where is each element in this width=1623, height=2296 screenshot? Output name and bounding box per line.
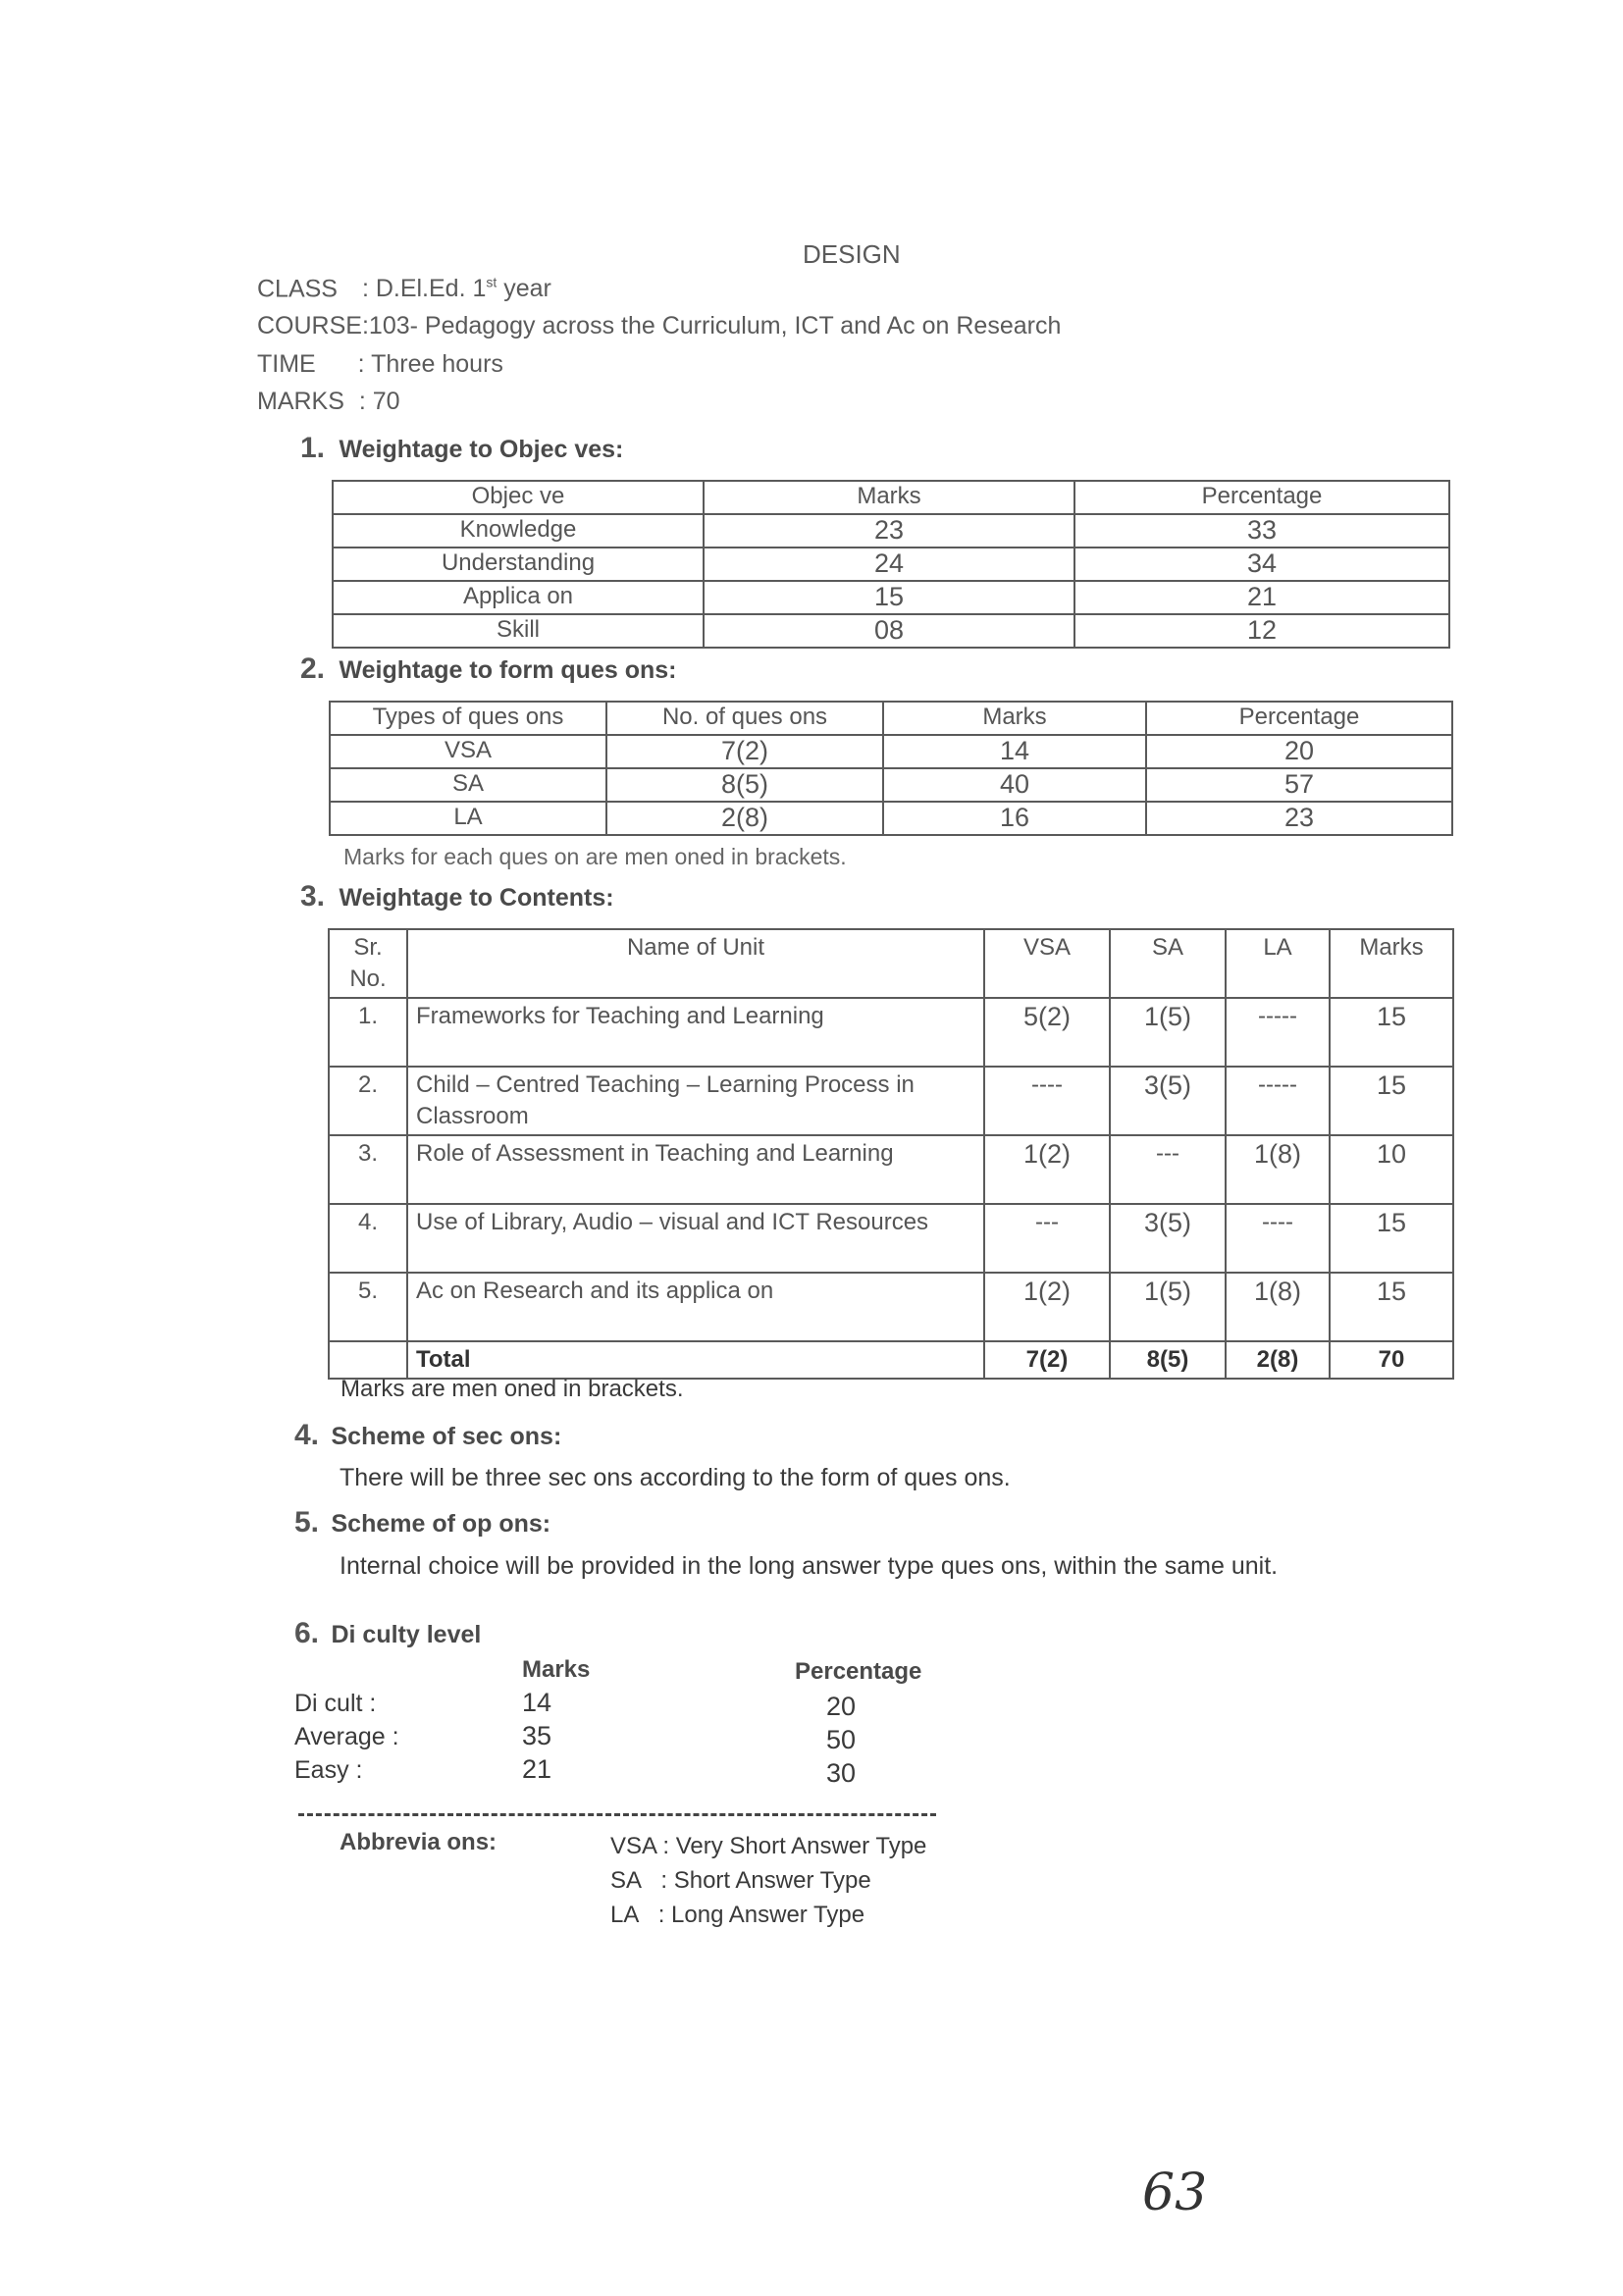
section-title: Scheme of op ons: [331, 1510, 551, 1538]
objective-cell: Knowledge [333, 514, 704, 548]
vsa-cell: 1(2) [984, 1135, 1110, 1204]
marks-value: : 70 [358, 388, 400, 415]
marks-cell: 14 [883, 735, 1146, 768]
marks-cell: 15 [1330, 998, 1453, 1067]
objective-cell: Skill [333, 614, 704, 648]
question-forms-table [329, 701, 1453, 836]
section-3-heading [300, 880, 614, 913]
abbreviation-item [610, 1833, 926, 1860]
difficulty-percentage: 50 [826, 1725, 857, 1754]
count-cell: 8(5) [606, 768, 883, 802]
section-5-text: Internal choice will be provided in the long answer type ques ons, within the same unit. [340, 1552, 1279, 1580]
marks-cell: 10 [1330, 1135, 1453, 1204]
total-marks: 70 [1330, 1341, 1453, 1379]
vsa-cell: --- [984, 1204, 1110, 1273]
marks-cell: 15 [1330, 1273, 1453, 1341]
table-header-row [329, 929, 1453, 998]
section-3-note: Marks are men oned in brackets. [340, 1376, 684, 1402]
course-label: COURSE [257, 312, 362, 339]
total-row [329, 1341, 1453, 1379]
column-header: No. of ques ons [606, 702, 883, 735]
difficulty-percentage-header: Percentage [795, 1658, 922, 1685]
column-header: Name of Unit [407, 929, 984, 998]
section-number: 6. [294, 1617, 320, 1649]
percentage-cell: 21 [1074, 581, 1449, 614]
marks-cell: 40 [883, 768, 1146, 802]
column-header: Marks [1330, 929, 1453, 998]
column-header: Objec ve [333, 481, 704, 514]
section-1-heading [300, 432, 623, 465]
table-row [329, 1135, 1453, 1204]
la-cell: 1(8) [1226, 1135, 1330, 1204]
serial-cell: 5. [329, 1273, 407, 1341]
type-cell: VSA [330, 735, 606, 768]
unit-name-cell: Role of Assessment in Teaching and Learning [407, 1135, 984, 1204]
type-cell: SA [330, 768, 606, 802]
column-header: SA [1110, 929, 1226, 998]
table-row [329, 1204, 1453, 1273]
difficulty-label: Easy : [294, 1756, 363, 1784]
column-header: Marks [704, 481, 1074, 514]
difficulty-marks-header: Marks [522, 1656, 591, 1683]
unit-name-cell: Frameworks for Teaching and Learning [407, 998, 984, 1067]
section-title: Di culty level [331, 1621, 482, 1648]
objective-cell: Applica on [333, 581, 704, 614]
column-header: Sr. No. [329, 929, 407, 998]
vsa-cell: ---- [984, 1067, 1110, 1135]
percentage-cell: 34 [1074, 548, 1449, 581]
serial-cell: 2. [329, 1067, 407, 1135]
abbreviation-item [610, 1902, 864, 1929]
section-title: Weightage to Contents: [339, 884, 614, 912]
marks-label: MARKS [257, 388, 344, 415]
course-value: :103- Pedagogy across the Curriculum, ICT and Ac on Research [361, 312, 1062, 339]
sa-cell: 1(5) [1110, 998, 1226, 1067]
section-title: Weightage to Objec ves: [339, 436, 624, 463]
column-header: Percentage [1146, 702, 1452, 735]
marks-cell: 08 [704, 614, 1074, 648]
marks-cell: 15 [1330, 1204, 1453, 1273]
class-label: CLASS [257, 275, 338, 303]
la-cell: ----- [1226, 1067, 1330, 1135]
page-title: DESIGN [803, 239, 901, 269]
objectives-table [332, 480, 1450, 649]
difficulty-percentage: 30 [826, 1758, 857, 1788]
total-la: 2(8) [1226, 1341, 1330, 1379]
table-row [333, 514, 1449, 548]
sa-cell: 1(5) [1110, 1273, 1226, 1341]
section-number: 2. [300, 652, 326, 685]
time-value: : Three hours [357, 350, 503, 378]
vsa-cell: 5(2) [984, 998, 1110, 1067]
section-number: 4. [294, 1419, 320, 1451]
column-header: LA [1226, 929, 1330, 998]
section-6-heading [294, 1617, 481, 1650]
table-row [330, 768, 1452, 802]
abbreviation-code: LA [610, 1902, 639, 1928]
table-row [329, 1067, 1453, 1135]
section-5-heading [294, 1506, 550, 1539]
sa-cell: --- [1110, 1135, 1226, 1204]
column-header: Percentage [1074, 481, 1449, 514]
time-label: TIME [257, 350, 316, 378]
contents-table [328, 928, 1454, 1380]
total-label: Total [407, 1341, 984, 1379]
percentage-cell: 23 [1146, 802, 1452, 835]
serial-cell: 1. [329, 998, 407, 1067]
abbreviations-title: Abbrevia ons: [340, 1829, 497, 1855]
difficulty-marks: 35 [522, 1721, 552, 1750]
difficulty-label: Average : [294, 1723, 399, 1750]
percentage-cell: 12 [1074, 614, 1449, 648]
vsa-cell: 1(2) [984, 1273, 1110, 1341]
marks-cell: 15 [704, 581, 1074, 614]
table-header-row [333, 481, 1449, 514]
abbreviation-text: : Long Answer Type [657, 1902, 865, 1928]
table-row [333, 548, 1449, 581]
separator-line [298, 1813, 936, 1816]
serial-cell: 3. [329, 1135, 407, 1204]
abbreviation-code: SA [610, 1867, 641, 1894]
total-vsa: 7(2) [984, 1341, 1110, 1379]
count-cell: 7(2) [606, 735, 883, 768]
column-header: Marks [883, 702, 1146, 735]
column-header: Types of ques ons [330, 702, 606, 735]
section-2-heading [300, 652, 676, 686]
section-4-text: There will be three sec ons according to the form of ques ons. [340, 1464, 1011, 1491]
class-line [257, 275, 551, 303]
table-row [333, 614, 1449, 648]
column-header: VSA [984, 929, 1110, 998]
unit-name-cell: Use of Library, Audio – visual and ICT Resources [407, 1204, 984, 1273]
la-cell: ---- [1226, 1204, 1330, 1273]
percentage-cell: 20 [1146, 735, 1452, 768]
total-serial-cell [329, 1341, 407, 1379]
table-row [329, 1273, 1453, 1341]
page-number: 63 [1142, 2164, 1208, 2222]
table-row [329, 998, 1453, 1067]
unit-name-cell: Ac on Research and its applica on [407, 1273, 984, 1341]
section-4-heading [294, 1419, 561, 1452]
difficulty-marks: 14 [522, 1688, 552, 1717]
sa-cell: 3(5) [1110, 1067, 1226, 1135]
table-row [333, 581, 1449, 614]
serial-cell: 4. [329, 1204, 407, 1273]
objective-cell: Understanding [333, 548, 704, 581]
difficulty-percentage: 20 [826, 1692, 857, 1721]
marks-cell: 16 [883, 802, 1146, 835]
difficulty-marks: 21 [522, 1754, 552, 1784]
la-cell: ----- [1226, 998, 1330, 1067]
marks-cell: 24 [704, 548, 1074, 581]
marks-cell: 15 [1330, 1067, 1453, 1135]
marks-line [257, 388, 400, 416]
marks-cell: 23 [704, 514, 1074, 548]
time-line [257, 350, 503, 379]
section-number: 5. [294, 1506, 320, 1539]
section-number: 3. [300, 880, 326, 913]
section-title: Weightage to form ques ons: [339, 656, 677, 684]
type-cell: LA [330, 802, 606, 835]
count-cell: 2(8) [606, 802, 883, 835]
abbreviation-text: : Short Answer Type [660, 1867, 871, 1894]
total-sa: 8(5) [1110, 1341, 1226, 1379]
section-2-note: Marks for each ques on are men oned in brackets. [343, 844, 847, 869]
table-row [330, 802, 1452, 835]
class-value: : D.El.Ed. 1st year [361, 275, 551, 303]
section-number: 1. [300, 432, 326, 464]
la-cell: 1(8) [1226, 1273, 1330, 1341]
course-line [257, 312, 1061, 340]
table-header-row [330, 702, 1452, 735]
abbreviation-text: : Very Short Answer Type [662, 1833, 927, 1859]
unit-name-cell: Child – Centred Teaching – Learning Process in Classroom [407, 1067, 984, 1135]
percentage-cell: 33 [1074, 514, 1449, 548]
abbreviation-item [610, 1867, 871, 1895]
difficulty-label: Di cult : [294, 1690, 377, 1717]
section-title: Scheme of sec ons: [331, 1423, 562, 1450]
sa-cell: 3(5) [1110, 1204, 1226, 1273]
percentage-cell: 57 [1146, 768, 1452, 802]
table-row [330, 735, 1452, 768]
abbreviation-code: VSA [610, 1833, 656, 1859]
